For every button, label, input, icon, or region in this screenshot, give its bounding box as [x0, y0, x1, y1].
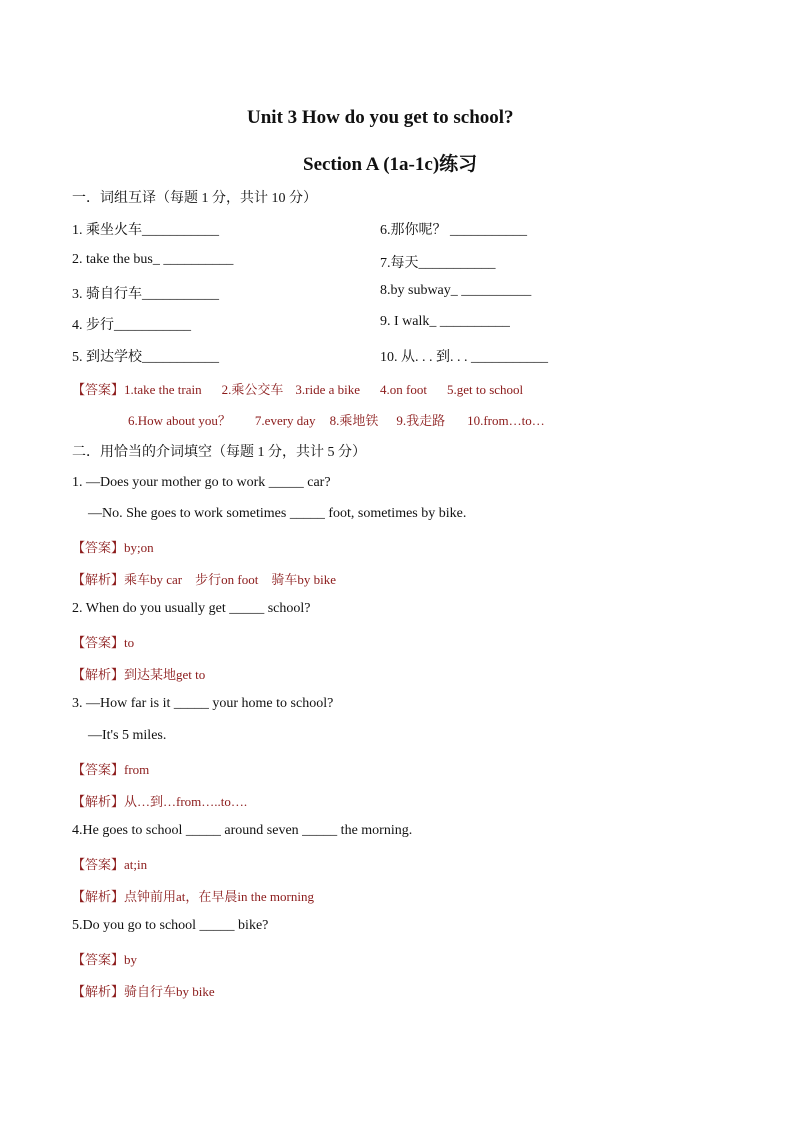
q1-analysis-value: 乘车by car 步行on foot 骑车by bike [124, 572, 336, 587]
q5-analysis [72, 981, 215, 1000]
q5-line-1: 5.Do you go to school _____ bike? [72, 918, 269, 933]
q2-line-1: 2. When do you usually get _____ school? [72, 601, 311, 616]
item-1: 1. 乘坐火车___________ [72, 223, 219, 238]
q3-answer [72, 759, 149, 778]
answer-3: 3.ride a bike [295, 382, 361, 397]
answer-6: 6.How about you？ [128, 413, 231, 428]
q2-answer-value: to [124, 635, 135, 650]
answer-label: 【答案】 [72, 762, 125, 777]
section-1-heading: 一．词组互译（每题 1 分，共计 10 分） [72, 191, 317, 206]
q2-analysis-value: 到达某地get to [124, 667, 206, 682]
analysis-label: 【解析】 [72, 667, 125, 682]
q3-line-2: —It's 5 miles. [88, 728, 167, 743]
item-3: 3. 骑自行车___________ [72, 287, 219, 302]
answer-9: 9.我走路 [396, 413, 446, 428]
analysis-label: 【解析】 [72, 984, 125, 999]
q4-analysis [72, 886, 314, 905]
answer-7: 7.every day [254, 413, 316, 428]
part1-answer-row-2 [128, 410, 545, 429]
q4-answer-value: at;in [124, 857, 148, 872]
q3-line-1: 3. —How far is it _____ your home to school? [72, 696, 334, 711]
analysis-label: 【解析】 [72, 794, 125, 809]
item-10: 10. 从. . . 到. . . ___________ [380, 350, 548, 365]
analysis-label: 【解析】 [72, 889, 125, 904]
page-subtitle: Section A (1a-1c)练习 [303, 154, 478, 175]
q2-answer [72, 632, 134, 651]
q5-answer-value: by [124, 952, 138, 967]
answer-4: 4.on foot [380, 382, 427, 397]
part1-answer-row-1 [72, 379, 523, 398]
section-2-heading: 二．用恰当的介词填空（每题 1 分，共计 5 分） [72, 445, 366, 460]
q3-answer-value: from [124, 762, 150, 777]
analysis-label: 【解析】 [72, 572, 125, 587]
q3-analysis [72, 791, 247, 810]
item-8: 8.by subway_ __________ [380, 283, 532, 298]
item-9: 9. I walk_ __________ [380, 314, 510, 329]
q5-analysis-value: 骑自行车by bike [124, 984, 215, 999]
answer-label: 【答案】 [72, 857, 125, 872]
answer-label: 【答案】 [72, 952, 125, 967]
page-title: Unit 3 How do you get to school? [247, 107, 514, 128]
answer-8: 8.乘地铁 [329, 413, 379, 428]
q5-answer [72, 949, 137, 968]
answer-10: 10.from…to… [467, 413, 545, 428]
item-2: 2. take the bus_ __________ [72, 252, 234, 267]
answer-label: 【答案】 [72, 635, 125, 650]
answer-label: 【答案】 [72, 382, 125, 397]
answer-1: 1.take the train [124, 382, 202, 397]
q4-answer [72, 854, 147, 873]
q1-line-2: —No. She goes to work sometimes _____ foot, sometimes by bike. [88, 506, 467, 521]
q2-analysis [72, 664, 205, 683]
item-6: 6.那你呢？ ___________ [380, 223, 527, 238]
q4-line-1: 4.He goes to school _____ around seven _____ the morning. [72, 823, 413, 838]
item-5: 5. 到达学校___________ [72, 350, 219, 365]
q4-analysis-value: 点钟前用at，在早晨in the morning [124, 889, 314, 904]
answer-2: 2.乘公交车 [221, 382, 284, 397]
q1-analysis [72, 569, 336, 588]
item-7: 7.每天___________ [380, 256, 496, 271]
item-4: 4. 步行___________ [72, 318, 191, 333]
answer-5: 5.get to school [446, 382, 524, 397]
answer-label: 【答案】 [72, 540, 125, 555]
q1-answer [72, 537, 154, 556]
q1-line-1: 1. —Does your mother go to work _____ car? [72, 475, 331, 490]
q3-analysis-value: 从…到…from…..to…. [124, 794, 248, 809]
q1-answer-value: by;on [124, 540, 154, 555]
